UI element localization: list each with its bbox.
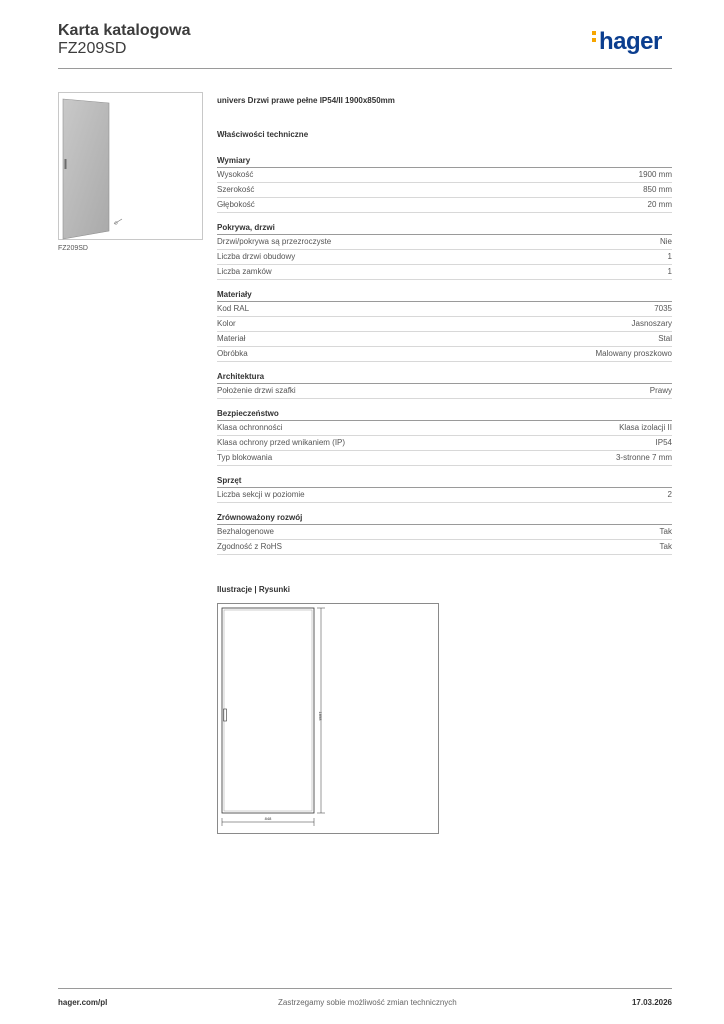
property-row [217, 421, 672, 436]
thumbnail-caption: FZ209SD [58, 245, 88, 252]
footer-divider [58, 988, 672, 989]
group-heading: Zrównoważony rozwój [217, 513, 672, 525]
page-title: Karta katalogowa [58, 22, 191, 39]
product-title: univers Drzwi prawe pełne IP54/II 1900x850mm [217, 96, 395, 105]
property-row [217, 540, 672, 555]
width-dimension-label: 848 [264, 816, 272, 821]
property-value: Tak [659, 527, 672, 536]
group-heading: Wymiary [217, 156, 672, 168]
door-drawing-icon [218, 604, 440, 835]
property-label: Kolor [217, 319, 236, 328]
property-value: Klasa izolacji II [619, 423, 672, 432]
property-label: Szerokość [217, 185, 255, 194]
property-group [217, 409, 672, 466]
group-heading: Materiały [217, 290, 672, 302]
property-value: IP54 [655, 438, 672, 447]
property-value: Nie [659, 237, 672, 246]
property-label: Liczba sekcji w poziomie [217, 490, 305, 499]
property-value: Tak [659, 542, 672, 551]
group-heading: Architektura [217, 372, 672, 384]
property-label: Wysokość [217, 170, 254, 179]
hager-logo [592, 28, 662, 56]
property-row [217, 183, 672, 198]
properties-heading: Właściwości techniczne [217, 130, 309, 139]
logo-text: hager [599, 28, 662, 55]
property-value: 7035 [654, 304, 672, 313]
technical-drawing [217, 603, 439, 834]
property-group [217, 290, 672, 362]
property-group [217, 223, 672, 280]
property-label: Położenie drzwi szafki [217, 386, 296, 395]
property-value: Prawy [649, 386, 672, 395]
property-row [217, 525, 672, 540]
property-label: Liczba zamków [217, 267, 272, 276]
property-label: Bezhalogenowe [217, 527, 274, 536]
property-group [217, 513, 672, 555]
property-row [217, 451, 672, 466]
door-photo-icon [59, 93, 204, 241]
property-row [217, 332, 672, 347]
logo-colon-icon [592, 31, 596, 45]
property-row [217, 347, 672, 362]
property-row [217, 317, 672, 332]
height-dimension-label: 1898 [318, 711, 323, 721]
property-value: 1 [667, 252, 672, 261]
property-group [217, 156, 672, 213]
property-label: Klasa ochrony przed wnikaniem (IP) [217, 438, 346, 447]
property-value: Jasnoszary [631, 319, 672, 328]
property-row [217, 198, 672, 213]
property-row [217, 488, 672, 503]
property-row [217, 265, 672, 280]
property-row [217, 302, 672, 317]
property-row [217, 250, 672, 265]
property-label: Głębokość [217, 200, 255, 209]
property-value: Stal [658, 334, 672, 343]
property-row [217, 168, 672, 183]
property-value: 1900 mm [638, 170, 672, 179]
property-label: Materiał [217, 334, 246, 343]
group-heading: Bezpieczeństwo [217, 409, 672, 421]
product-code: FZ209SD [58, 40, 127, 57]
footer-website-link[interactable]: hager.com/pl [58, 998, 108, 1007]
property-row [217, 384, 672, 399]
group-heading: Pokrywa, drzwi [217, 223, 672, 235]
header-divider [58, 68, 672, 69]
property-label: Kod RAL [217, 304, 250, 313]
property-group [217, 372, 672, 399]
property-group [217, 476, 672, 503]
property-label: Drzwi/pokrywa są przezroczyste [217, 237, 332, 246]
property-value: Malowany proszkowo [595, 349, 672, 358]
footer-disclaimer: Zastrzegamy sobie możliwość zmian technicznych [278, 998, 457, 1007]
group-heading: Sprzęt [217, 476, 672, 488]
property-value: 3-stronne 7 mm [615, 453, 672, 462]
property-label: Obróbka [217, 349, 248, 358]
property-row [217, 235, 672, 250]
property-value: 1 [667, 267, 672, 276]
property-label: Typ blokowania [217, 453, 273, 462]
property-label: Liczba drzwi obudowy [217, 252, 296, 261]
property-label: Klasa ochronności [217, 423, 283, 432]
property-value: 2 [667, 490, 672, 499]
property-value: 20 mm [647, 200, 672, 209]
specification [217, 96, 672, 565]
property-value: 850 mm [643, 185, 672, 194]
illustrations-heading: Ilustracje | Rysunki [217, 585, 290, 594]
property-label: Zgodność z RoHS [217, 542, 282, 551]
footer-date: 17.03.2026 [631, 998, 672, 1007]
property-row [217, 436, 672, 451]
product-thumbnail [58, 92, 203, 240]
property-groups [217, 156, 672, 555]
